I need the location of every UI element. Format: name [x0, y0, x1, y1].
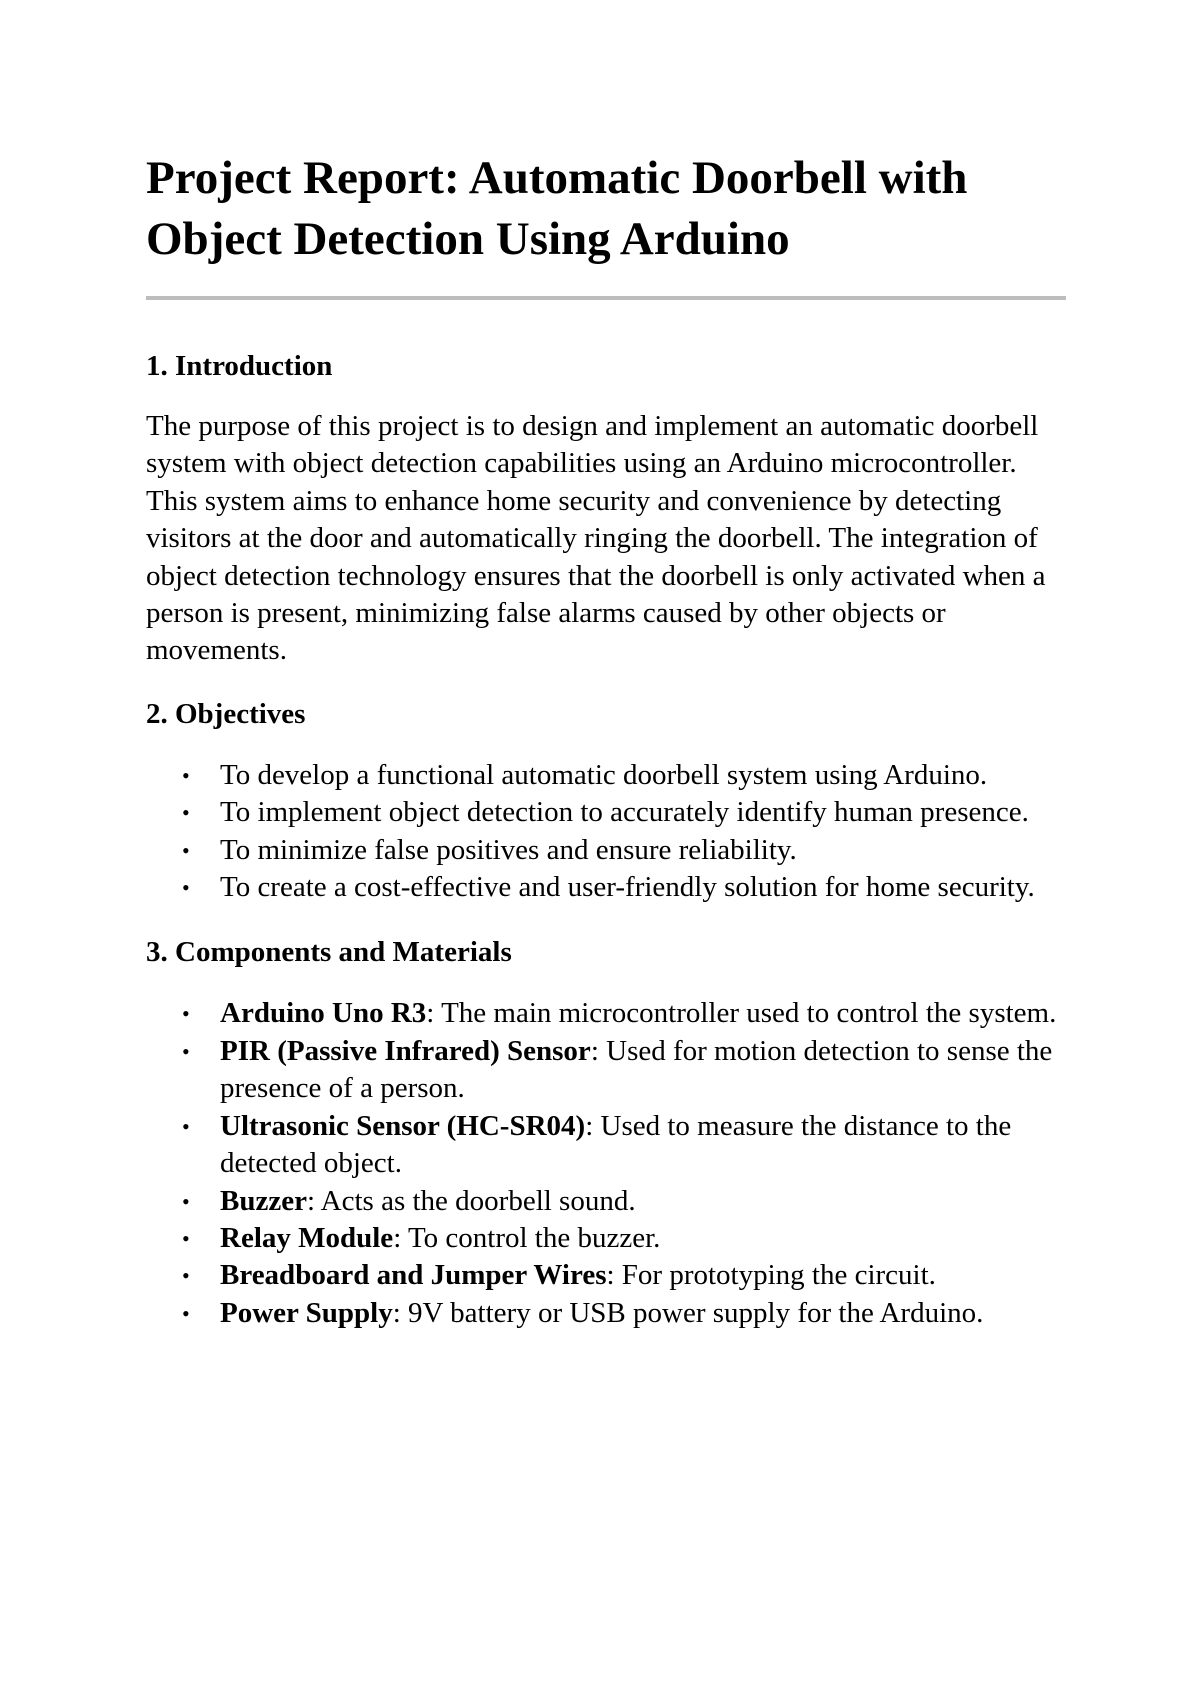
component-term: Buzzer: [220, 1184, 307, 1217]
component-item: [146, 1183, 1066, 1220]
component-desc: : Acts as the doorbell sound.: [306, 1184, 636, 1217]
title-divider: [146, 296, 1066, 300]
objective-item: • To implement object detection to accurately identify human presence.: [146, 794, 1066, 831]
component-item: [146, 1108, 1066, 1183]
component-term: Breadboard and Jumper Wires: [220, 1259, 607, 1292]
component-term: Relay Module: [220, 1221, 394, 1254]
component-term: Power Supply: [220, 1296, 393, 1329]
component-desc: : Used for motion detection to sense the presence of a person.: [220, 1034, 1053, 1105]
component-item: [146, 1220, 1066, 1257]
document-page: [146, 148, 1066, 1332]
component-desc: : 9V battery or USB power supply for the Arduino.: [392, 1296, 984, 1329]
objectives-list: [146, 757, 1066, 907]
components-heading: 3. Components and Materials: [146, 936, 512, 969]
component-term: Arduino Uno R3: [220, 997, 427, 1030]
objective-item: • To create a cost-effective and user-friendly solution for home security.: [146, 869, 1066, 906]
component-desc: : Used to measure the distance to the detected object.: [220, 1109, 1012, 1180]
component-desc: : To control the buzzer.: [393, 1221, 661, 1254]
objective-item: • To minimize false positives and ensure reliability.: [146, 832, 1066, 869]
objectives-heading: 2. Objectives: [146, 697, 306, 730]
component-desc: : For prototyping the circuit.: [606, 1259, 936, 1292]
component-item: [146, 995, 1066, 1032]
component-item: [146, 1295, 1066, 1332]
component-item: [146, 1257, 1066, 1294]
component-desc: : The main microcontroller used to control the system.: [426, 997, 1057, 1030]
component-term: PIR (Passive Infrared) Sensor: [220, 1034, 591, 1067]
introduction-paragraph: The purpose of this project is to design and implement an automatic doorbell system with object detection capabilities using an Arduino microcontroller. This system aims to enhance home security and convenience by detecting visitors at the door and automatically ringing the doorbell. The integration of object detection technology ensures that the doorbell is only activated when a person is present, minimizing false alarms caused by other objects or movements.: [146, 410, 1046, 667]
component-item: [146, 1033, 1066, 1108]
component-term: Ultrasonic Sensor (HC-SR04): [220, 1109, 586, 1142]
report-title: Project Report: Automatic Doorbell with Object Detection Using Arduino: [146, 152, 968, 265]
components-list: [146, 995, 1066, 1332]
introduction-heading: 1. Introduction: [146, 350, 333, 382]
objective-item: • To develop a functional automatic doorbell system using Arduino.: [146, 757, 1066, 794]
